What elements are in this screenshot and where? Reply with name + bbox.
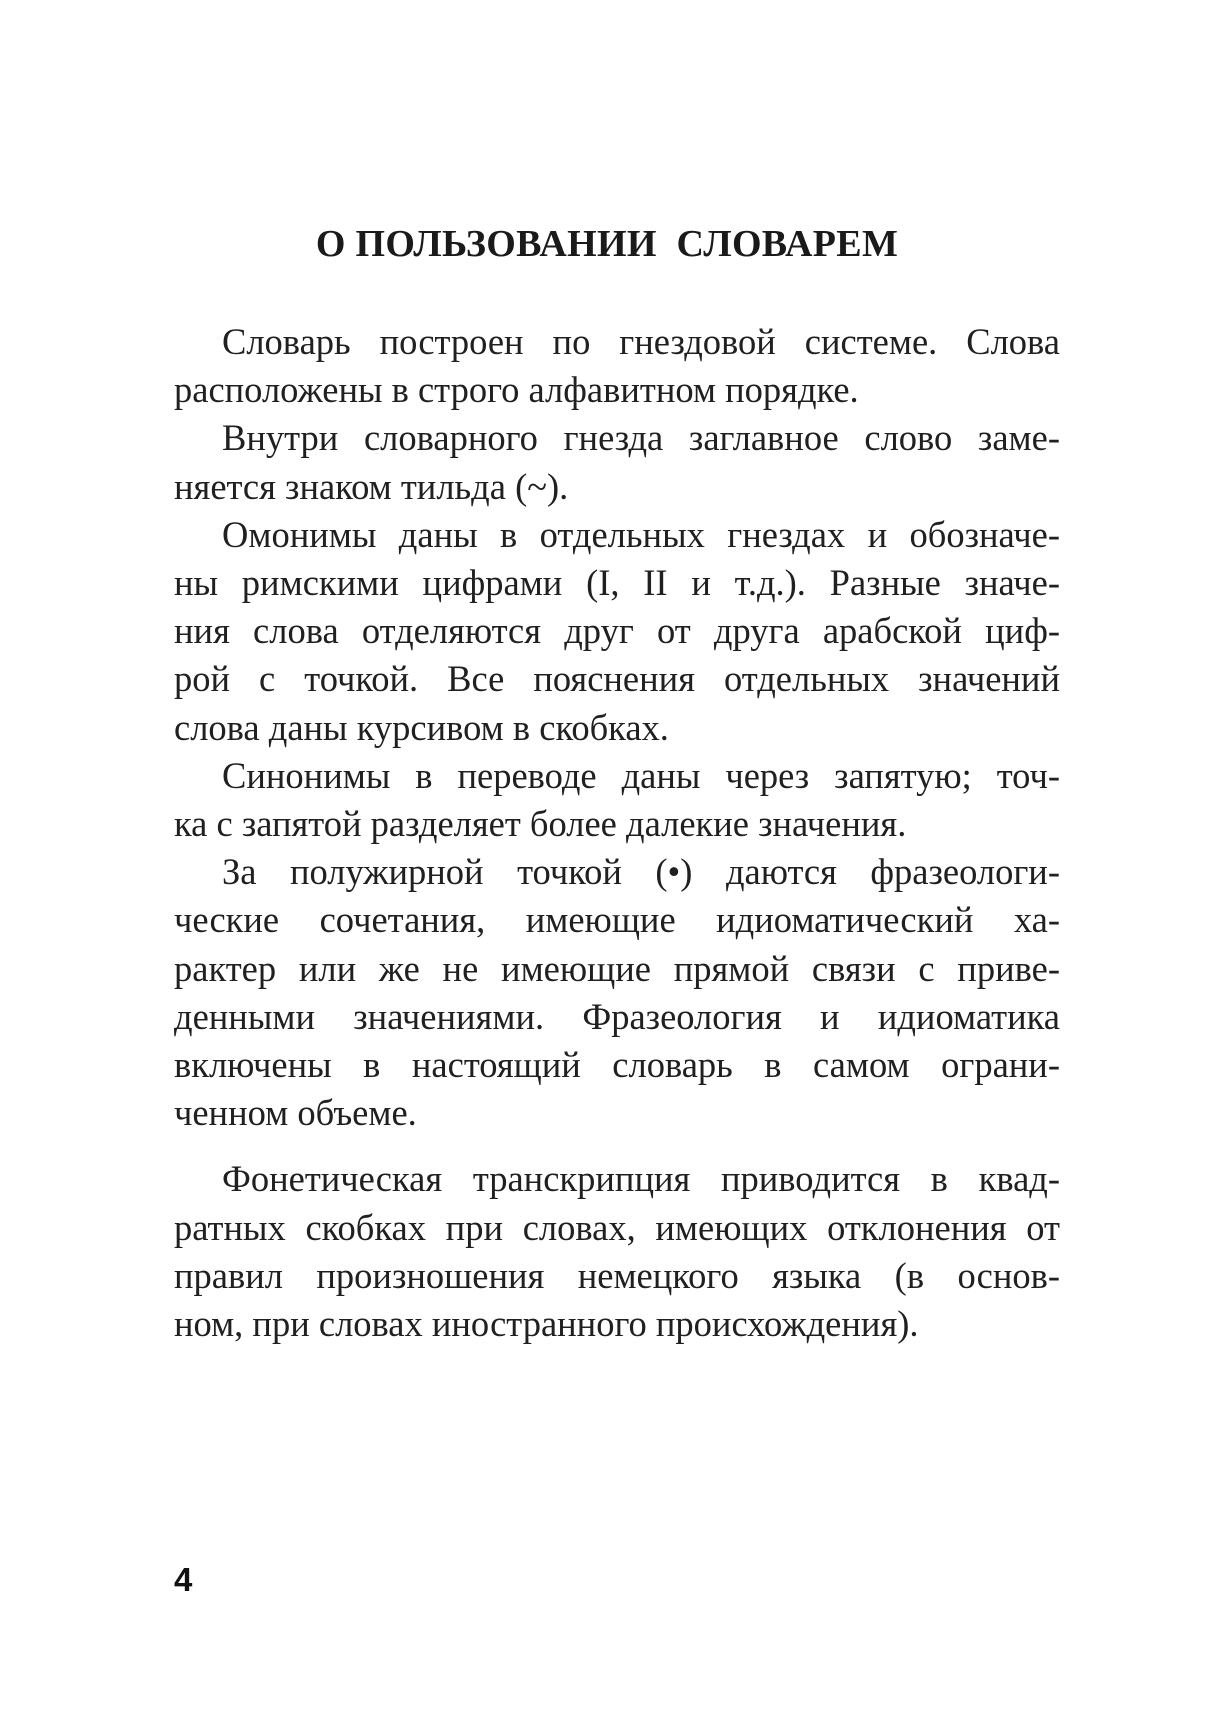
text-line: няется знаком тильда (~).: [174, 465, 569, 507]
text-line: Синонимы в переводе даны через запятую; точ-: [222, 754, 1060, 796]
text-line: ратных скобках при словах, имеющих отклонения от: [174, 1206, 1060, 1248]
text-line: Внутри словарного гнезда заглавное слово заме-: [222, 417, 1060, 459]
text-line: рой с точкой. Все пояснения отдельных значений: [174, 658, 1060, 700]
body-text: [174, 318, 1060, 1348]
text-line: правил произношения немецкого языка (в основ-: [174, 1254, 1060, 1296]
paragraph-structure: [174, 318, 1060, 414]
text-line: ном, при словах иностранного происхождения).: [174, 1303, 919, 1345]
page-title-part-2: СЛОВАРЕМ: [676, 223, 899, 265]
page-title-part-1: О ПОЛЬЗОВАНИИ: [315, 223, 657, 265]
text-line: ченном объеме.: [174, 1092, 417, 1134]
text-line: Фонетическая транскрипция приводится в квад-: [222, 1158, 1060, 1200]
text-line: рактер или же не имеющие прямой связи с приве-: [174, 947, 1060, 989]
text-line: ческие сочетания, имеющие идиоматический ха-: [174, 899, 1060, 941]
text-line: Омонимы даны в отдельных гнездах и обозначе-: [222, 513, 1060, 555]
text-line: ния слова отделяются друг от друга арабской циф-: [174, 610, 1060, 652]
paragraph-phraseology: [174, 848, 1060, 1137]
text-line: денными значениями. Фразеология и идиоматика: [174, 995, 1060, 1037]
text-line: включены в настоящий словарь в самом ограни-: [174, 1044, 1060, 1086]
paragraph-synonyms: [174, 752, 1060, 848]
text-line: ка с запятой разделяет более далекие значения.: [174, 803, 907, 845]
paragraph-homonyms: [174, 511, 1060, 752]
text-line: ны римскими цифрами (I, II и т.д.). Разные значе-: [174, 562, 1060, 604]
page-number: 4: [174, 1561, 193, 1598]
page-title: [0, 222, 1214, 266]
text-line: расположены в строго алфавитном порядке.: [174, 369, 859, 411]
paragraph-transcription: [174, 1155, 1060, 1348]
paragraph-tilde: [174, 414, 1060, 510]
text-line: Словарь построен по гнездовой системе. Слова: [222, 321, 1060, 362]
paragraph-spacer: [174, 1137, 1060, 1155]
text-line: слова даны курсивом в скобках.: [174, 706, 669, 748]
text-line: За полужирной точкой (•) даются фразеологи-: [222, 851, 1060, 893]
